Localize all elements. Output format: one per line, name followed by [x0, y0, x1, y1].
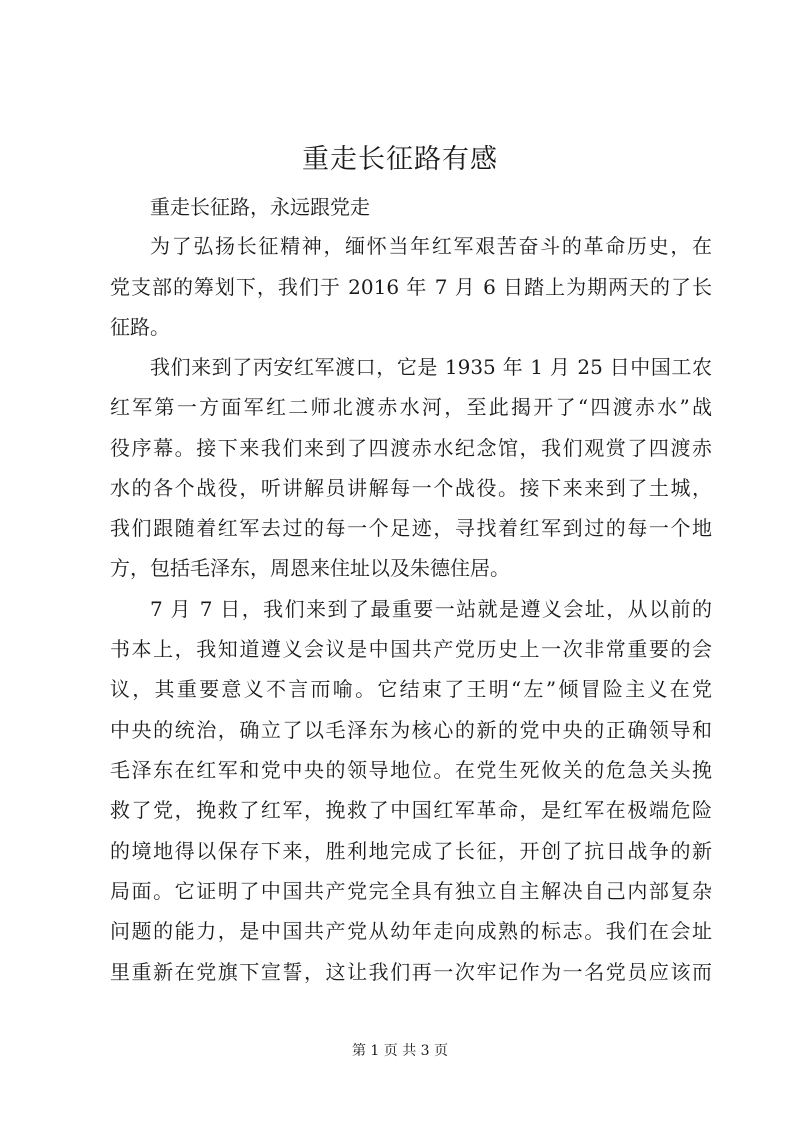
body-line: 的境地得以保存下来，胜利地完成了长征，开创了抗日战争的新 — [110, 839, 712, 863]
body-line: 中央的统治，确立了以毛泽东为核心的新的党中央的正确领导和 — [110, 718, 712, 742]
document-title: 重走长征路有感 — [302, 144, 498, 175]
body-line: 救了党，挽救了红军，挽救了中国红军革命，是红军在极端危险 — [110, 798, 712, 822]
body-line: 党支部的筹划下，我们于 2016 年 7 月 6 日踏上为期两天的了长 — [110, 275, 712, 299]
body-line: 方，包括毛泽东，周恩来住址以及朱德住居。 — [110, 556, 510, 580]
body-line: 红军第一方面军红二师北渡赤水河，至此揭开了“四渡赤水”战 — [110, 395, 712, 419]
document-subtitle: 重走长征路，永远跟党走 — [150, 195, 370, 219]
body-line: 我们来到了丙安红军渡口，它是 1935 年 1 月 25 日中国工农 — [150, 355, 712, 379]
page-number-footer: 第 1 页 共 3 页 — [351, 1043, 449, 1059]
body-line: 征路。 — [110, 315, 170, 339]
body-line: 问题的能力，是中国共产党从幼年走向成熟的标志。我们在会址 — [110, 919, 712, 943]
body-line: 7 月 7 日，我们来到了最重要一站就是遵义会址，从以前的 — [150, 597, 712, 621]
body-line: 里重新在党旗下宣誓，这让我们再一次牢记作为一名党员应该而 — [110, 960, 712, 984]
body-line: 我们跟随着红军去过的每一个足迹，寻找着红军到过的每一个地 — [110, 516, 712, 540]
body-line: 书本上，我知道遵义会议是中国共产党历史上一次非常重要的会 — [110, 637, 712, 661]
body-line: 为了弘扬长征精神，缅怀当年红军艰苦奋斗的革命历史，在 — [150, 234, 712, 258]
body-line: 议，其重要意义不言而喻。它结束了王明“左”倾冒险主义在党 — [110, 677, 712, 701]
body-line: 毛泽东在红军和党中央的领导地位。在党生死攸关的危急关头挽 — [110, 758, 712, 782]
body-line: 役序幕。接下来我们来到了四渡赤水纪念馆，我们观赏了四渡赤 — [110, 436, 712, 460]
body-line: 水的各个战役，听讲解员讲解每一个战役。接下来来到了土城， — [110, 476, 712, 500]
body-line: 局面。它证明了中国共产党完全具有独立自主解决自己内部复杂 — [110, 879, 712, 903]
